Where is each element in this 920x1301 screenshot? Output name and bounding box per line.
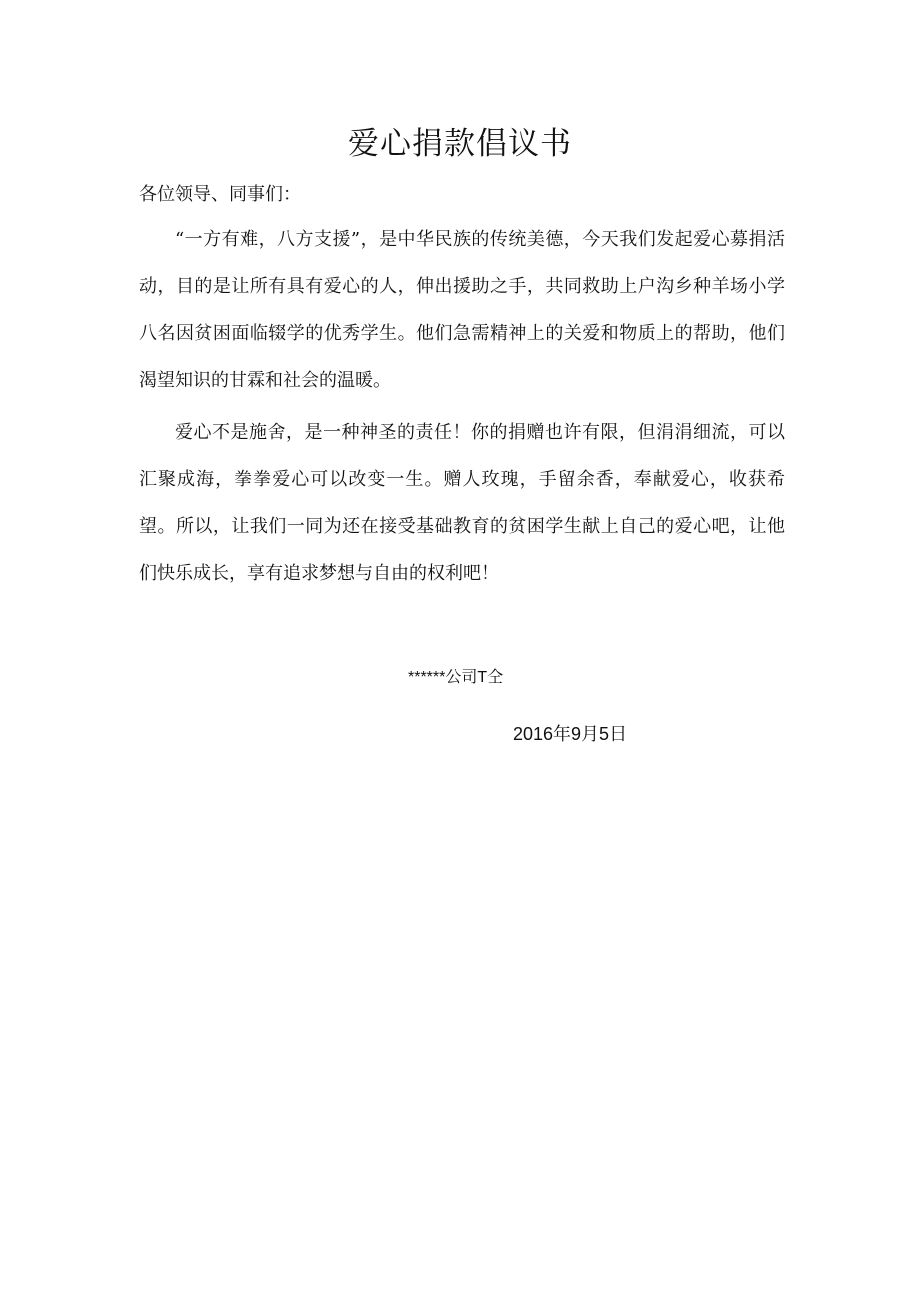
- salutation: 各位领导、同事们：: [139, 184, 301, 205]
- body-paragraph-1: “一方有难，八方支援”，是中华民族的传统美德，今天我们发起爱心募捐活动，目的是让所有具有爱心的人，伸出援助之手，共同救助上户沟乡种羊场小学八名因贫困面临辍学的优秀学生。他们急需精神上的关爱和物质上的帮助，他们渴望知识的甘霖和社会的温暖。: [139, 229, 785, 391]
- signature: ******公司T仝: [408, 669, 504, 686]
- signature-date: 2016年9月5日: [513, 724, 628, 744]
- body-paragraph-2: 爱心不是施舍，是一种神圣的责任！你的捐赠也许有限，但涓涓细流，可以汇聚成海，拳拳爱心可以改变一生。赠人玫瑰，手留余香，奉献爱心，收获希望。所以，让我们一同为还在接受基础教育的贫困学生献上自己的爱心吧，让他们快乐成长，享有追求梦想与自由的权利吧！: [139, 422, 785, 584]
- document-title: 爱心捐款倡议书: [348, 126, 572, 162]
